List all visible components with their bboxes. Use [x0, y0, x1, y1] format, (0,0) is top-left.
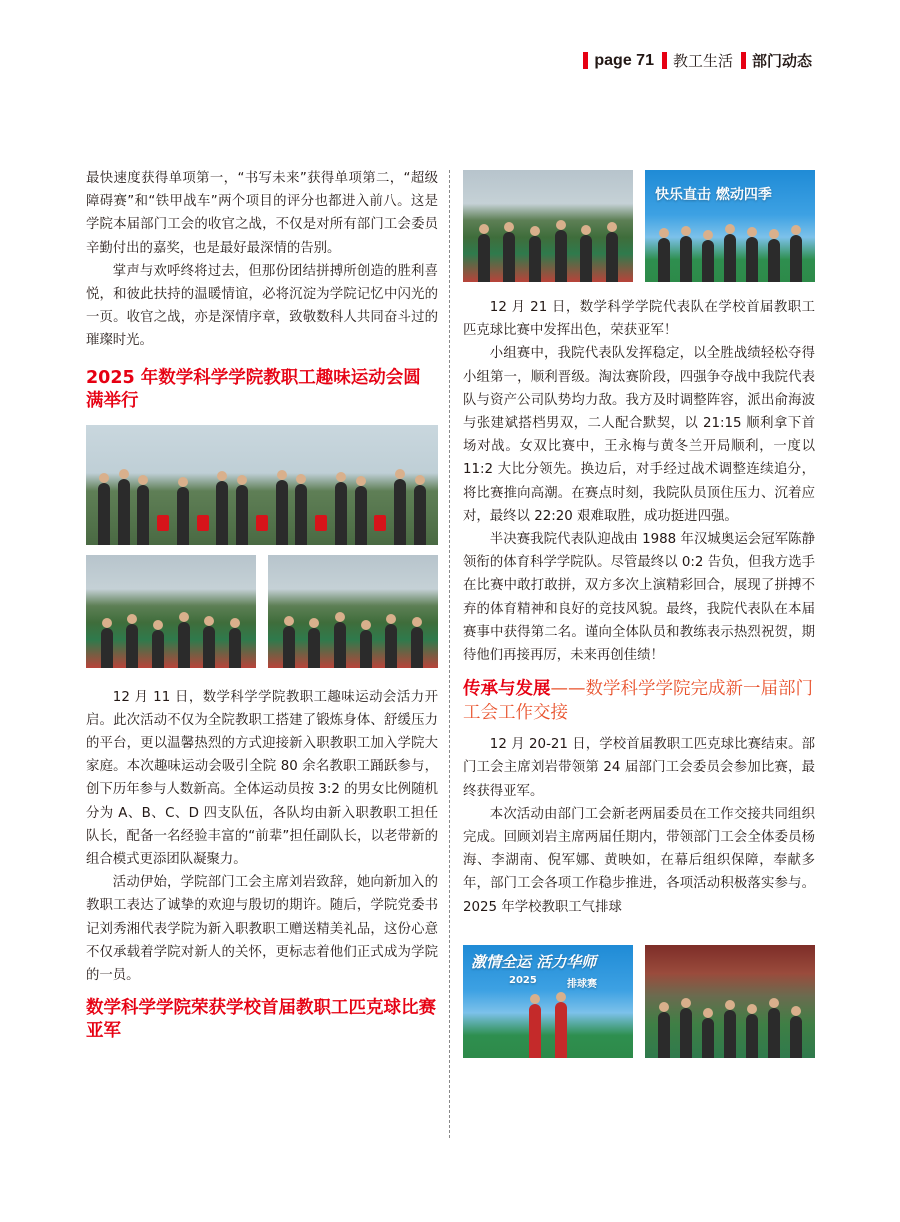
sports-photo	[86, 555, 256, 668]
paragraph: 半决赛我院代表队迎战由 1988 年汉城奥运会冠军陈静领衔的体育科学学院队。尽管最终以 0:2 告负，但我方选手在比赛中敢打敢拼，双方多次上演精彩回合，展现了拼搏不弃的体育精神和良好的竞技风貌。最终，我院代表队在本届赛事中获得第二名。谨向全体队员和教练表示热烈祝贺，期待他们再接再厉，未来再创佳绩！	[463, 532, 815, 664]
column-divider	[449, 170, 450, 1138]
page-header	[583, 50, 812, 71]
page-number: page 71	[594, 51, 654, 69]
award-photo	[645, 170, 815, 282]
header-bar	[583, 52, 588, 69]
left-column	[86, 167, 438, 1055]
banner-year: 2025	[509, 974, 537, 986]
sports-photo	[268, 555, 438, 668]
award-photo	[463, 945, 633, 1058]
banner-slogan: 快乐直击 燃动四季	[655, 187, 772, 203]
paragraph: 最快速度获得单项第一，“书写未来”获得单项第二，“超级障碍赛”和“铁甲战车”两个项目的评分也都进入前八。这是学院本届部门工会的收官之战，不仅是对所有部门工会委员辛勤付出的嘉奖，也是最好最深情的告别。	[86, 171, 438, 256]
group-photo	[86, 425, 438, 545]
award-photo	[463, 170, 633, 282]
paragraph: 12 月 21 日，数学科学学院代表队在学校首届教职工匹克球比赛中发挥出色，荣获亚军！	[463, 300, 815, 339]
banner-event: 排球赛	[567, 978, 597, 990]
title-main: 传承与发展	[463, 679, 551, 700]
article-title: 2025 年数学科学学院教职工趣味运动会圆满举行	[86, 367, 421, 411]
paragraph: 掌声与欢呼终将过去，但那份团结拼搏所创造的胜利喜悦，和彼此扶持的温暖情谊，必将沉淀为学院记忆中闪光的一页。收官之战，亦是深情序章，致敬数科人共同奋斗过的璀璨时光。	[86, 263, 438, 349]
paragraph: 活动伊始，学院部门工会主席刘岩致辞，她向新加入的教职工表达了诚挚的欢迎与殷切的期许。随后，学院党委书记刘秀湘代表学院为新入职教职工赠送精美礼品，这份心意不仅承载着学院对新人的关怀，更标志着他们正式成为学院的一员。	[86, 875, 438, 984]
title-sub: ——数学科学学院完成新一届部门工会工作交接	[463, 679, 813, 724]
article-title: 数学科学学院荣获学校首届教职工匹克球比赛亚军	[86, 998, 436, 1042]
paragraph: 本次活动由部门工会新老两届委员在工作交接共同组织完成。回顾刘岩主席两届任期内，带领部门工会全体委员杨海、李湖南、倪军娜、黄映如，在幕后组织保障，奉献多年，部门工会各项工作稳步推进，各项活动积极落实参与。2025 年学校教职工气排球	[463, 806, 815, 915]
header-bar	[662, 52, 667, 69]
header-section: 部门动态	[751, 52, 812, 70]
paragraph: 小组赛中，我院代表队发挥稳定，以全胜战绩轻松夺得小组第一，顺利晋级。淘汰赛阶段，四强争夺战中我院代表队与资产公司队势均力敌。我方及时调整阵容，派出俞海波与张建斌搭档男双，二人配合默契，以 21:15 顺利拿下首场对战。女双比赛中，王永梅与黄冬兰开局顺利，一度以 11:2 大比分领先。换边后，对手经过战术调整连续追分，将比赛推向高潮。在赛点时刻，我院队员顶住压力、沉着应对，最终以 22:20 艰难取胜，成功挺进四强。	[463, 346, 815, 524]
article-title	[463, 677, 815, 725]
header-bar	[741, 52, 746, 69]
banner-slogan: 激情全运 活力华师	[471, 952, 597, 971]
paragraph: 12 月 20-21 日，学校首届教职工匹克球比赛结束。部门工会主席刘岩带领第 24 届部门工会委员会参加比赛，最终获得亚军。	[463, 737, 815, 799]
header-category: 教工生活	[672, 52, 733, 70]
right-column	[463, 167, 815, 1058]
team-photo	[645, 945, 815, 1058]
paragraph: 12 月 11 日，数学科学学院教职工趣味运动会活力开启。此次活动不仅为全院教职工搭建了锻炼身体、舒缓压力的平台，更以温馨热烈的方式迎接新入职教职工加入学院大家庭。本次趣味运动会吸引全院 80 余名教职工踊跃参与，创下历年参与人数新高。全体运动员按 3:2 的男女比例随机分为 A、B、C、D 四支队伍，各队均由新入职教职工担任队长，配备一名经验丰富的“前辈”担任副队长，以老带新的组合模式更添团队凝聚力。	[86, 689, 438, 868]
